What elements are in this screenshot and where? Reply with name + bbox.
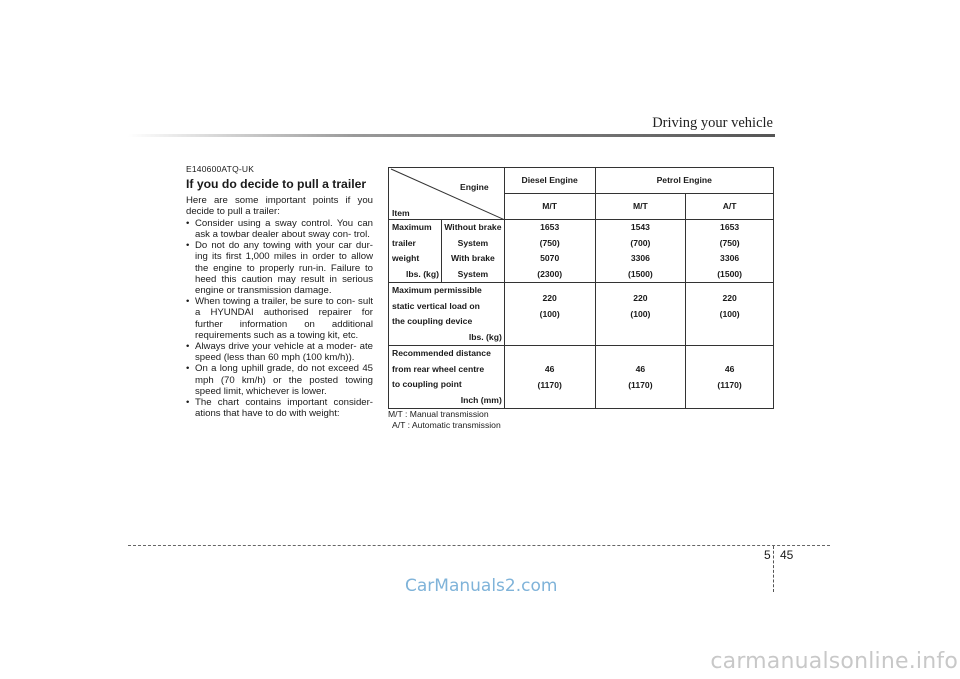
col-header-petrol-at: A/T [686,194,774,220]
table-row [389,220,774,252]
table-cell: 220 (100) [686,283,774,346]
list-item: • The chart contains important consider- ations that have to do with weight: [186,397,373,420]
petrol-engine-header: Petrol Engine [595,168,773,194]
table-cell: 220 (100) [595,283,686,346]
left-column [186,164,373,419]
table-row [389,251,774,283]
distance-label: Recommended distance from rear wheel centre to coupling point Inch (mm) [389,346,505,409]
footer-rule [128,545,830,546]
page-section-number: 5 [764,548,771,562]
vertical-load-label: Maximum permissible static vertical load on the coupling device lbs. (kg) [389,283,505,346]
bullet-icon: • [186,296,190,308]
list-item: • When towing a trailer, be sure to con- sult a HYUNDAI authorised repairer for further information on additional requirements such as a towing kit, etc. [186,296,373,341]
list-item: • Always drive your vehicle at a moder- ate speed (less than 60 mph (100 km/h)). [186,341,373,364]
trailer-spec-table [388,167,774,409]
table-cell: 3306 (1500) [686,251,774,283]
note-mt: M/T : Manual transmission [388,409,489,419]
table-corner-cell [389,168,505,220]
table-cell: 1653 (750) [686,220,774,252]
watermark-carmanuals2: CarManuals2.com [405,576,558,596]
bullet-list [186,218,373,420]
table-cell: 3306 (1500) [595,251,686,283]
table-cell: 220 (100) [504,283,595,346]
bullet-icon: • [186,341,190,353]
list-item: • On a long uphill grade, do not exceed 45 mph (70 km/h) or the posted towing speed limit, whichever is lower. [186,363,373,397]
page-number-value: 45 [780,548,794,562]
table-notes [388,409,501,430]
table-cell: 5070 (2300) [504,251,595,283]
bullet-icon: • [186,217,190,229]
watermark-carmanualsonline: carmanualsonline.info [710,649,958,674]
table-row [389,346,774,409]
section-intro: Here are some important points if you decide to pull a trailer: [186,195,373,218]
table-row [389,283,774,346]
with-brake-label: With brake System [441,251,504,283]
page-header-title: Driving your vehicle [652,115,773,131]
corner-item-label: Item [392,208,410,218]
trailer-weight-label: Maximum trailer weight lbs. (kg) [389,220,442,283]
table-cell: 46 (1170) [686,346,774,409]
note-at: A/T : Automatic transmission [392,419,501,430]
col-header-petrol-mt: M/T [595,194,686,220]
page-number [764,548,793,562]
table-cell: 46 (1170) [595,346,686,409]
diesel-engine-header: Diesel Engine [504,168,595,194]
section-heading: If you do decide to pull a trailer [186,177,367,191]
corner-engine-label: Engine [460,182,489,192]
bullet-icon: • [186,397,190,409]
table-cell: 1543 (700) [595,220,686,252]
list-item: • Do not do any towing with your car dur- ing its first 1,000 miles in order to allow the engine to properly run-in. Failure to heed this caution may result in serious engine or transmission damage. [186,240,373,297]
section-code: E140600ATQ-UK [186,164,255,174]
col-header-diesel-mt: M/T [504,194,595,220]
without-brake-label: Without brake System [441,220,504,252]
table-cell: 1653 (750) [504,220,595,252]
list-item: • Consider using a sway control. You can ask a towbar dealer about sway con- trol. [186,217,373,241]
table-cell: 46 (1170) [504,346,595,409]
bullet-icon: • [186,363,190,375]
header-rule [128,134,775,137]
bullet-icon: • [186,240,190,252]
